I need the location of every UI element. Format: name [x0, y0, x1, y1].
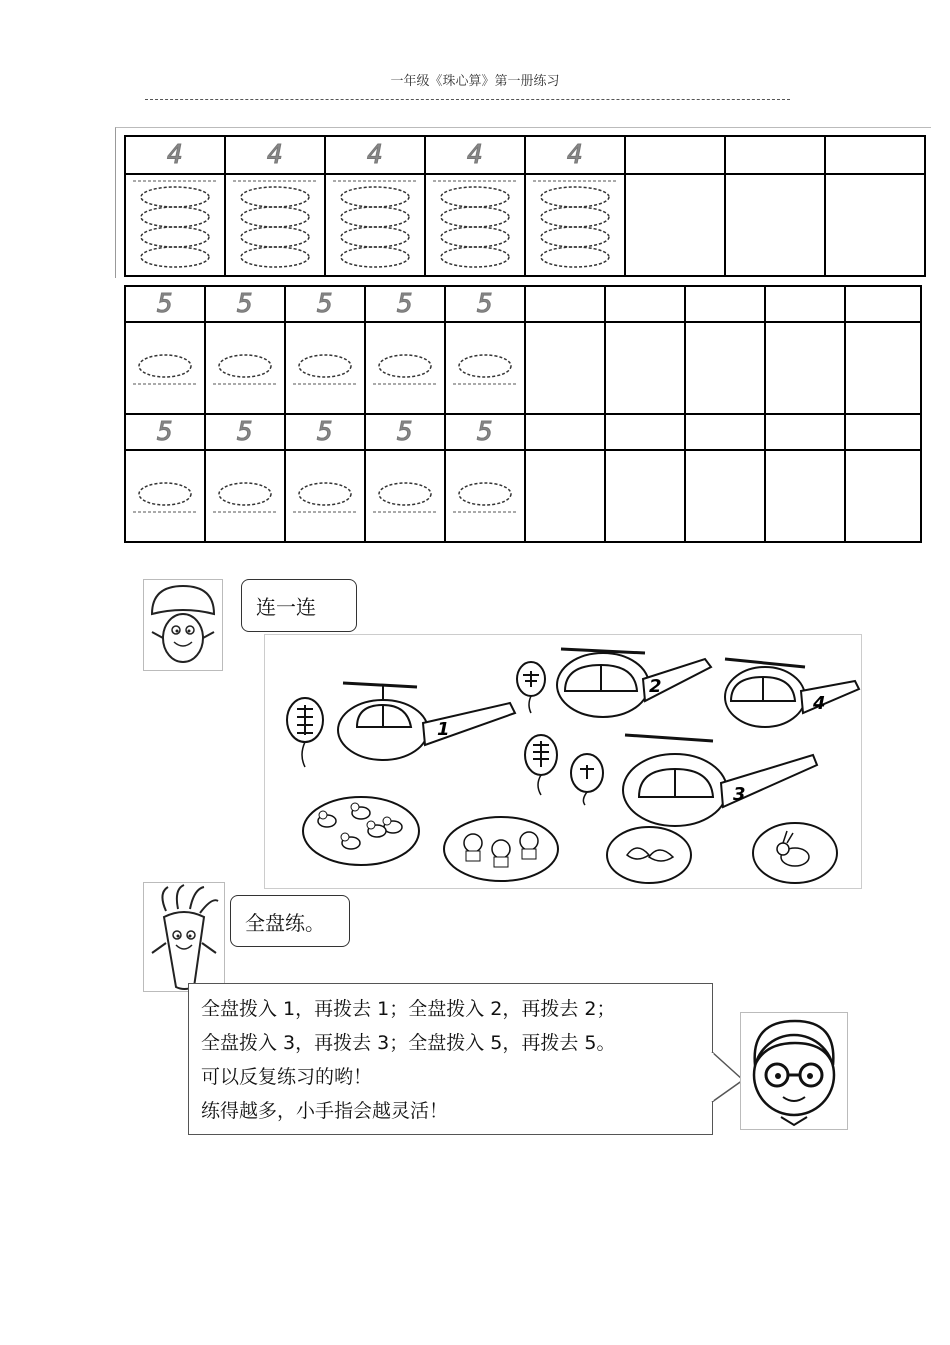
grid2-digit-cell — [445, 414, 525, 450]
grid2-bead-cell — [205, 322, 285, 414]
ducks-group-icon — [303, 797, 419, 865]
trace-digit: 5 — [317, 289, 333, 319]
grid1-digit-cell — [525, 136, 625, 174]
grid1-digit-cell — [425, 136, 525, 174]
instruction-line: 全盘拨入 3，再拨去 3；全盘拨入 5，再拨去 5。 — [201, 1032, 616, 1054]
mushroom-icon — [144, 580, 222, 670]
full-practice-label-bubble — [230, 895, 350, 947]
bead-single-icon — [207, 464, 283, 524]
grid2-digit-row — [125, 414, 921, 450]
grid2-digit-cell — [125, 286, 205, 322]
grid1-bead-row — [125, 174, 925, 276]
trace-digit: 5 — [317, 417, 333, 447]
helicopter-label: 4 — [813, 693, 826, 714]
grid2-empty-cell — [845, 286, 921, 322]
bead-single-icon — [207, 336, 283, 396]
grid2-empty-cell — [525, 450, 605, 542]
trace-digit: 5 — [237, 417, 253, 447]
page-header: 一年级《珠心算》第一册练习 — [390, 74, 560, 89]
trace-digit: 5 — [237, 289, 253, 319]
trace-digit: 4 — [367, 140, 383, 170]
grid2-empty-cell — [685, 286, 765, 322]
bead-stack-four-icon — [427, 175, 523, 271]
practice-instructions-bubble — [188, 983, 713, 1135]
grid2-empty-cell — [525, 286, 605, 322]
grid1-bead-cell — [325, 174, 425, 276]
birds-group-icon — [607, 827, 691, 883]
grid2-bead-cell — [125, 322, 205, 414]
trace-digit: 4 — [267, 140, 283, 170]
grid2-digit-row — [125, 286, 921, 322]
bead-single-icon — [367, 464, 443, 524]
grid2-digit-cell — [285, 414, 365, 450]
grid2-empty-cell — [605, 414, 685, 450]
grid2-bead-cell — [285, 322, 365, 414]
grid2-empty-cell — [765, 450, 845, 542]
boy-with-glasses-icon — [741, 1013, 847, 1129]
rabbit-group-icon — [753, 823, 837, 883]
grid2-digit-cell — [205, 414, 285, 450]
helicopter-icon — [557, 649, 711, 717]
bead-single-icon — [127, 336, 203, 396]
grid2-empty-cell — [605, 286, 685, 322]
grid1-bead-cell — [125, 174, 225, 276]
bead-stack-four-icon — [127, 175, 223, 271]
bead-stack-four-icon — [227, 175, 323, 271]
carrot-mascot — [143, 882, 225, 992]
trace-digit: 4 — [567, 140, 583, 170]
grid1-empty-cell — [725, 136, 825, 174]
grid2-bead-cell — [205, 450, 285, 542]
grid2-empty-cell — [845, 414, 921, 450]
grid2-empty-cell — [685, 414, 765, 450]
mushroom-mascot — [143, 579, 223, 671]
bead-single-icon — [287, 336, 363, 396]
grid1-bead-cell — [425, 174, 525, 276]
helicopter-icon — [725, 659, 859, 727]
writing-grid-four — [124, 135, 926, 277]
balloon-icon — [517, 662, 545, 713]
grid2-empty-cell — [765, 322, 845, 414]
grid2-empty-cell — [605, 322, 685, 414]
grid2-empty-cell — [605, 450, 685, 542]
grid2-bead-cell — [125, 450, 205, 542]
matching-scene — [265, 635, 861, 888]
trace-digit: 5 — [157, 417, 173, 447]
instruction-line: 练得越多，小手指会越灵活！ — [201, 1100, 449, 1122]
grid1-digit-cell — [325, 136, 425, 174]
grid1-digit-cell — [125, 136, 225, 174]
boy-mascot — [740, 1012, 848, 1130]
grid2-empty-cell — [685, 322, 765, 414]
helicopter-label: 1 — [437, 719, 450, 740]
helicopter-label: 3 — [733, 784, 746, 805]
trace-digit: 5 — [157, 289, 173, 319]
trace-digit: 4 — [167, 140, 183, 170]
grid1-empty-cell — [625, 174, 725, 276]
helicopter-icon — [338, 683, 515, 760]
grid2-digit-cell — [205, 286, 285, 322]
grid1-empty-cell — [625, 136, 725, 174]
grid2-bead-row — [125, 322, 921, 414]
grid1-bead-cell — [225, 174, 325, 276]
bead-single-icon — [447, 336, 523, 396]
grid2-empty-cell — [525, 322, 605, 414]
trace-digit: 5 — [477, 289, 493, 319]
bead-single-icon — [287, 464, 363, 524]
grid2-digit-cell — [445, 286, 525, 322]
grid2-digit-cell — [125, 414, 205, 450]
instruction-line: 全盘拨入 1，再拨去 1；全盘拨入 2，再拨去 2； — [201, 998, 616, 1020]
grid2-empty-cell — [685, 450, 765, 542]
header-rule — [145, 99, 790, 100]
helicopter-label: 2 — [649, 676, 662, 697]
trace-digit: 5 — [397, 289, 413, 319]
writing-grid-five — [124, 285, 922, 543]
grid1-digit-cell — [225, 136, 325, 174]
bead-stack-four-icon — [527, 175, 623, 271]
bears-group-icon — [444, 817, 558, 881]
grid1-empty-cell — [825, 174, 925, 276]
grid2-empty-cell — [765, 414, 845, 450]
grid1-empty-cell — [725, 174, 825, 276]
grid2-digit-cell — [365, 414, 445, 450]
bead-single-icon — [127, 464, 203, 524]
grid2-bead-cell — [365, 450, 445, 542]
grid2-empty-cell — [845, 450, 921, 542]
trace-digit: 5 — [397, 417, 413, 447]
bead-single-icon — [367, 336, 443, 396]
grid2-bead-row — [125, 450, 921, 542]
bead-stack-four-icon — [327, 175, 423, 271]
carrot-icon — [144, 883, 224, 991]
trace-digit: 5 — [477, 417, 493, 447]
bead-single-icon — [447, 464, 523, 524]
matching-illustration — [264, 634, 862, 889]
grid2-bead-cell — [285, 450, 365, 542]
grid2-digit-cell — [285, 286, 365, 322]
grid1-bead-cell — [525, 174, 625, 276]
connect-label: 连一连 — [256, 595, 316, 619]
trace-digit: 4 — [467, 140, 483, 170]
grid1-digit-row — [125, 136, 925, 174]
grid2-bead-cell — [365, 322, 445, 414]
grid2-empty-cell — [845, 322, 921, 414]
balloon-icon — [525, 735, 557, 795]
full-practice-label: 全盘练。 — [245, 910, 325, 935]
grid2-empty-cell — [525, 414, 605, 450]
grid2-empty-cell — [765, 286, 845, 322]
instruction-line: 可以反复练习的哟！ — [201, 1066, 373, 1088]
grid2-bead-cell — [445, 322, 525, 414]
balloon-icon — [571, 754, 603, 805]
grid1-empty-cell — [825, 136, 925, 174]
connect-label-bubble — [241, 579, 357, 632]
helicopter-icon — [623, 735, 817, 826]
grid2-bead-cell — [445, 450, 525, 542]
balloon-icon — [287, 698, 323, 767]
grid2-digit-cell — [365, 286, 445, 322]
